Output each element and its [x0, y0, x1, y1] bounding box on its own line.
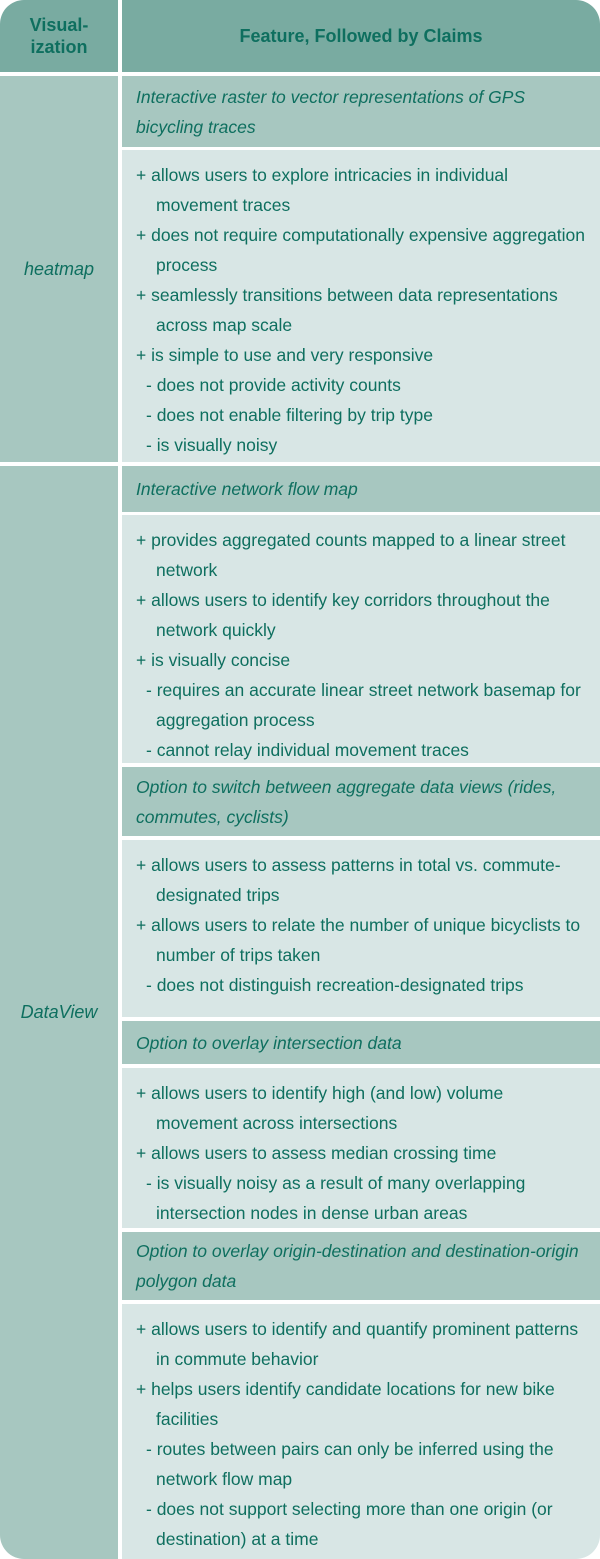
feature-title: Option to overlay intersection data [122, 1021, 600, 1064]
feature-title: Interactive raster to vector representations of GPS bicycling traces [122, 76, 600, 147]
claim-con: - does not provide activity counts [146, 375, 401, 395]
claims-list [122, 150, 600, 462]
visualization-cell-dataview: DataView [0, 466, 118, 1559]
claim-pro: + allows users to identify high (and low) volume movement across intersections [136, 1083, 504, 1133]
claim-pro: + allows users to assess median crossing time [136, 1143, 497, 1163]
claim-con: - does not enable filtering by trip type [146, 405, 433, 425]
claims-list [122, 840, 600, 1017]
claim-pro: + allows users to identify key corridors throughout the network quickly [136, 590, 550, 640]
visualization-cell-heatmap: heatmap [0, 76, 118, 462]
claim-pro: + is visually concise [136, 650, 291, 670]
claim-con: - does not support selecting more than one origin (or destination) at a time [146, 1499, 553, 1549]
claim-pro: + allows users to explore intricacies in individual movement traces [136, 165, 509, 215]
claim-con: - requires an accurate linear street network basemap for aggregation process [146, 680, 581, 730]
claims-list [122, 1068, 600, 1228]
claim-pro: + seamlessly transitions between data representations across map scale [136, 285, 558, 335]
claim-pro: + allows users to relate the number of unique bicyclists to number of trips taken [136, 915, 581, 965]
claim-con: - is visually noisy as a result of many overlapping intersection nodes in dense urban areas [146, 1173, 526, 1223]
claim-con: - cannot relay individual movement traces [146, 740, 469, 760]
claims-list [122, 1304, 600, 1559]
claims-list [122, 515, 600, 763]
claim-pro: + allows users to identify and quantify prominent patterns in commute behavior [136, 1319, 579, 1369]
feature-title: Option to switch between aggregate data views (rides, commutes, cyclists) [122, 767, 600, 836]
claim-pro: + does not require computationally expensive aggregation process [136, 225, 585, 275]
header-visualization-line2: ization [30, 37, 88, 57]
claim-con: - routes between pairs can only be inferred using the network flow map [146, 1439, 554, 1489]
feature-title: Option to overlay origin-destination and destination-origin polygon data [122, 1232, 600, 1300]
feature-title: Interactive network flow map [122, 466, 600, 512]
table-header [0, 0, 600, 72]
claim-pro: + is simple to use and very responsive [136, 345, 434, 365]
claim-con: - is visually noisy [146, 435, 278, 455]
header-visualization [0, 0, 118, 72]
claim-con: - does not distinguish recreation-designated trips [146, 975, 524, 995]
claim-pro: + allows users to assess patterns in total vs. commute-designated trips [136, 855, 561, 905]
claim-pro: + provides aggregated counts mapped to a linear street network [136, 530, 566, 580]
claim-pro: + helps users identify candidate locations for new bike facilities [136, 1379, 555, 1429]
header-feature: Feature, Followed by Claims [122, 0, 600, 72]
header-visualization-line1: Visual- [29, 15, 89, 35]
